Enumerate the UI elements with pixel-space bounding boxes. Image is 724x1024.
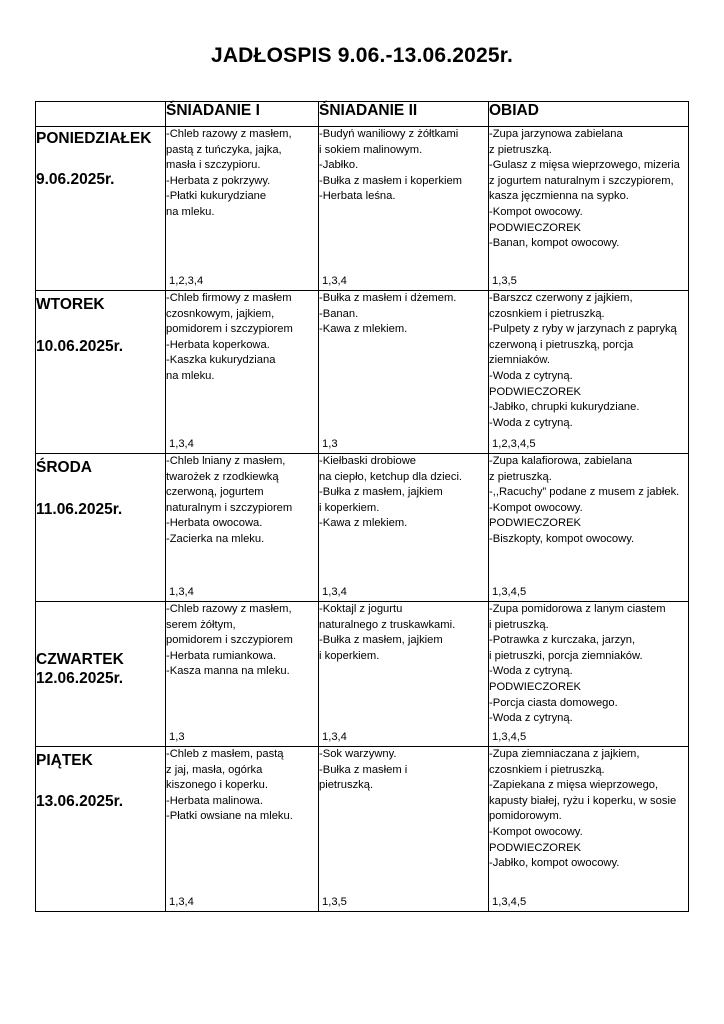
breakfast-1-cell — [166, 747, 319, 912]
menu-line: -Herbata malinowa. — [166, 794, 264, 807]
day-cell — [36, 454, 166, 602]
menu-line: czosnkowym, jajkiem, — [166, 307, 275, 320]
menu-line: -Zacierka na mleku. — [166, 532, 265, 545]
header-breakfast-2: ŚNIADANIE II — [319, 102, 489, 127]
menu-line: kapusty białej, ryżu i koperku, w sosie — [489, 794, 677, 807]
menu-line: naturalnym i szczypiorem — [166, 501, 293, 514]
menu-line: naturalnego z truskawkami. — [319, 618, 456, 631]
menu-line: -Woda z cytryną. — [489, 665, 573, 678]
allergens-list: 1,3,4 — [169, 586, 194, 599]
breakfast-2-cell — [319, 454, 489, 602]
allergens-list: 1,3,5 — [322, 896, 347, 909]
lunch-cell — [489, 747, 689, 912]
day-cell — [36, 747, 166, 912]
allergens-list: 1,3,4 — [169, 438, 194, 451]
page-title: JADŁOSPIS 9.06.-13.06.2025r. — [210, 44, 514, 67]
menu-line: z jaj, masła, ogórka — [166, 763, 263, 776]
menu-line: -Kasza manna na mleku. — [166, 665, 290, 678]
menu-line: i pietruszki, porcja ziemniaków. — [489, 649, 643, 662]
menu-line: -,,Racuchy” podane z musem z jabłek. — [489, 486, 680, 499]
menu-line: -Zupa pomidorowa z lanym ciastem — [489, 603, 666, 615]
menu-line: -Zapiekana z mięsa wieprzowego, — [489, 779, 659, 792]
menu-line: -Bułka z masłem i dżemem. — [319, 292, 457, 304]
menu-line: -Herbata z pokrzywy. — [166, 174, 271, 187]
menu-line: -Zupa ziemniaczana z jajkiem, — [489, 748, 640, 760]
menu-line: -Gulasz z mięsa wieprzowego, mizeria — [489, 159, 680, 172]
menu-line: pomidorem i szczypiorem — [166, 634, 293, 647]
menu-line: -Budyń waniliowy z żółtkami — [319, 128, 459, 140]
breakfast-2-cell — [319, 127, 489, 291]
menu-line: pastą z tuńczyka, jajka, — [166, 143, 282, 156]
menu-line: PODWIECZOREK — [489, 680, 581, 693]
menu-line: czerwoną i pietruszką, porcja — [489, 338, 634, 351]
menu-line: twarożek z rzodkiewką — [166, 470, 279, 483]
menu-line: kiszonego i koperku. — [166, 779, 268, 792]
lunch-cell — [489, 291, 689, 454]
day-cell — [36, 127, 166, 291]
day-date: 13.06.2025r. — [36, 793, 124, 810]
day-date: 9.06.2025r. — [36, 171, 115, 188]
menu-line: -Kompot owocowy. — [489, 501, 583, 514]
breakfast-2-cell — [319, 747, 489, 912]
menu-line: i koperkiem. — [319, 649, 380, 662]
menu-line: -Bułka z masłem i koperkiem — [319, 174, 462, 187]
menu-line: kasza jęczmienna na sypko. — [489, 190, 629, 203]
day-name: CZWARTEK — [36, 651, 124, 668]
menu-line: -Kawa z mlekiem. — [319, 323, 408, 336]
menu-line: -Herbata leśna. — [319, 190, 396, 203]
menu-line: -Biszkopty, kompot owocowy. — [489, 532, 635, 545]
day-date: 11.06.2025r. — [36, 501, 123, 518]
menu-line: -Woda z cytryną. — [489, 369, 573, 382]
lunch-cell — [489, 602, 689, 747]
allergens-list: 1,3,4 — [322, 586, 347, 599]
menu-line: ziemniaków. — [489, 354, 550, 367]
menu-table — [35, 101, 689, 912]
day-name: PONIEDZIAŁEK — [36, 130, 152, 147]
day-cell — [36, 291, 166, 454]
menu-line: i sokiem malinowym. — [319, 143, 423, 156]
menu-line: pomidorowym. — [489, 810, 562, 823]
menu-line: -Kompot owocowy. — [489, 825, 583, 838]
allergens-list: 1,3,4,5 — [492, 896, 527, 909]
day-date: 10.06.2025r. — [36, 338, 124, 355]
lunch-cell — [489, 454, 689, 602]
breakfast-1-cell — [166, 602, 319, 747]
header-row — [36, 102, 689, 127]
day-row — [36, 747, 689, 912]
lunch-cell — [489, 127, 689, 291]
menu-line: -Potrawka z kurczaka, jarzyn, — [489, 634, 636, 647]
menu-line: -Jabłko, chrupki kukurydziane. — [489, 401, 640, 414]
menu-line: z pietruszką. — [489, 143, 552, 156]
breakfast-1-cell — [166, 127, 319, 291]
day-name: PIĄTEK — [36, 752, 93, 769]
allergens-list: 1,3,4 — [322, 731, 347, 744]
menu-line: serem żółtym, — [166, 618, 236, 631]
menu-line: z jogurtem naturalnym i szczypiorem, — [489, 174, 674, 187]
day-name: ŚRODA — [36, 459, 92, 476]
day-name: WTOREK — [36, 296, 105, 313]
menu-line: i koperkiem. — [319, 501, 380, 514]
menu-line: -Woda z cytryną. — [489, 712, 573, 725]
menu-line: -Herbata rumiankowa. — [166, 649, 277, 662]
menu-line: i pietruszką. — [489, 618, 549, 631]
menu-line: -Sok warzywny. — [319, 748, 397, 760]
menu-line: -Zupa jarzynowa zabielana — [489, 128, 623, 140]
day-date: 12.06.2025r. — [36, 670, 124, 687]
allergens-list: 1,2,3,4,5 — [492, 438, 536, 451]
menu-line: -Barszcz czerwony z jajkiem, — [489, 292, 633, 304]
menu-line: na ciepło, ketchup dla dzieci. — [319, 470, 463, 483]
breakfast-1-cell — [166, 291, 319, 454]
menu-line: -Chleb firmowy z masłem — [166, 292, 292, 304]
menu-line: -Koktajl z jogurtu — [319, 603, 403, 615]
menu-line: -Kaszka kukurydziana — [166, 354, 276, 367]
menu-line: -Płatki owsiane na mleku. — [166, 810, 293, 823]
allergens-list: 1,3,4,5 — [492, 586, 527, 599]
day-row — [36, 291, 689, 454]
menu-line: -Pulpety z ryby w jarzynach z papryką — [489, 323, 677, 336]
menu-line: masła i szczypioru. — [166, 159, 261, 172]
menu-line: PODWIECZOREK — [489, 385, 581, 398]
menu-line: z pietruszką. — [489, 470, 552, 483]
header-lunch: OBIAD — [489, 102, 689, 127]
menu-line: pomidorem i szczypiorem — [166, 323, 293, 336]
menu-line: PODWIECZOREK — [489, 841, 581, 854]
header-day — [36, 102, 166, 127]
menu-line: pietruszką. — [319, 779, 374, 792]
allergens-list: 1,3,4 — [322, 275, 347, 288]
menu-line: -Jabłko. — [319, 159, 359, 172]
day-cell — [36, 602, 166, 747]
menu-line: -Banan. — [319, 307, 359, 320]
menu-line: na mleku. — [166, 369, 215, 382]
menu-line: -Jabłko, kompot owocowy. — [489, 857, 620, 870]
menu-line: -Chleb lniany z masłem, — [166, 455, 286, 467]
day-row — [36, 602, 689, 747]
menu-line: -Kawa z mlekiem. — [319, 517, 408, 530]
menu-line: na mleku. — [166, 205, 215, 218]
menu-line: -Kompot owocowy. — [489, 205, 583, 218]
menu-line: -Płatki kukurydziane — [166, 190, 267, 203]
breakfast-1-cell — [166, 454, 319, 602]
menu-line: -Porcja ciasta domowego. — [489, 696, 618, 709]
day-row — [36, 454, 689, 602]
menu-line: czerwoną, jogurtem — [166, 486, 264, 499]
allergens-list: 1,3,5 — [492, 275, 517, 288]
allergens-list: 1,2,3,4 — [169, 275, 204, 288]
menu-line: PODWIECZOREK — [489, 221, 581, 234]
menu-line: PODWIECZOREK — [489, 517, 581, 530]
day-row — [36, 127, 689, 291]
menu-line: -Kiełbaski drobiowe — [319, 455, 417, 467]
header-breakfast-1: ŚNIADANIE I — [166, 102, 319, 127]
menu-line: -Bułka z masłem, jajkiem — [319, 634, 443, 647]
menu-line: -Chleb razowy z masłem, — [166, 128, 292, 140]
menu-line: czosnkiem i pietruszką. — [489, 307, 605, 320]
menu-line: czosnkiem i pietruszką. — [489, 763, 605, 776]
menu-line: -Bułka z masłem, jajkiem — [319, 486, 443, 499]
menu-line: -Herbata koperkowa. — [166, 338, 270, 351]
menu-line: -Chleb z masłem, pastą — [166, 748, 284, 760]
allergens-list: 1,3 — [322, 438, 338, 451]
menu-line: -Banan, kompot owocowy. — [489, 237, 620, 250]
menu-line: -Chleb razowy z masłem, — [166, 603, 292, 615]
menu-line: -Herbata owocowa. — [166, 517, 263, 530]
allergens-list: 1,3 — [169, 731, 185, 744]
allergens-list: 1,3,4,5 — [492, 731, 527, 744]
breakfast-2-cell — [319, 291, 489, 454]
breakfast-2-cell — [319, 602, 489, 747]
menu-line: -Zupa kalafiorowa, zabielana — [489, 455, 633, 467]
menu-line: -Bułka z masłem i — [319, 763, 408, 776]
menu-line: -Woda z cytryną. — [489, 416, 573, 429]
allergens-list: 1,3,4 — [169, 896, 194, 909]
